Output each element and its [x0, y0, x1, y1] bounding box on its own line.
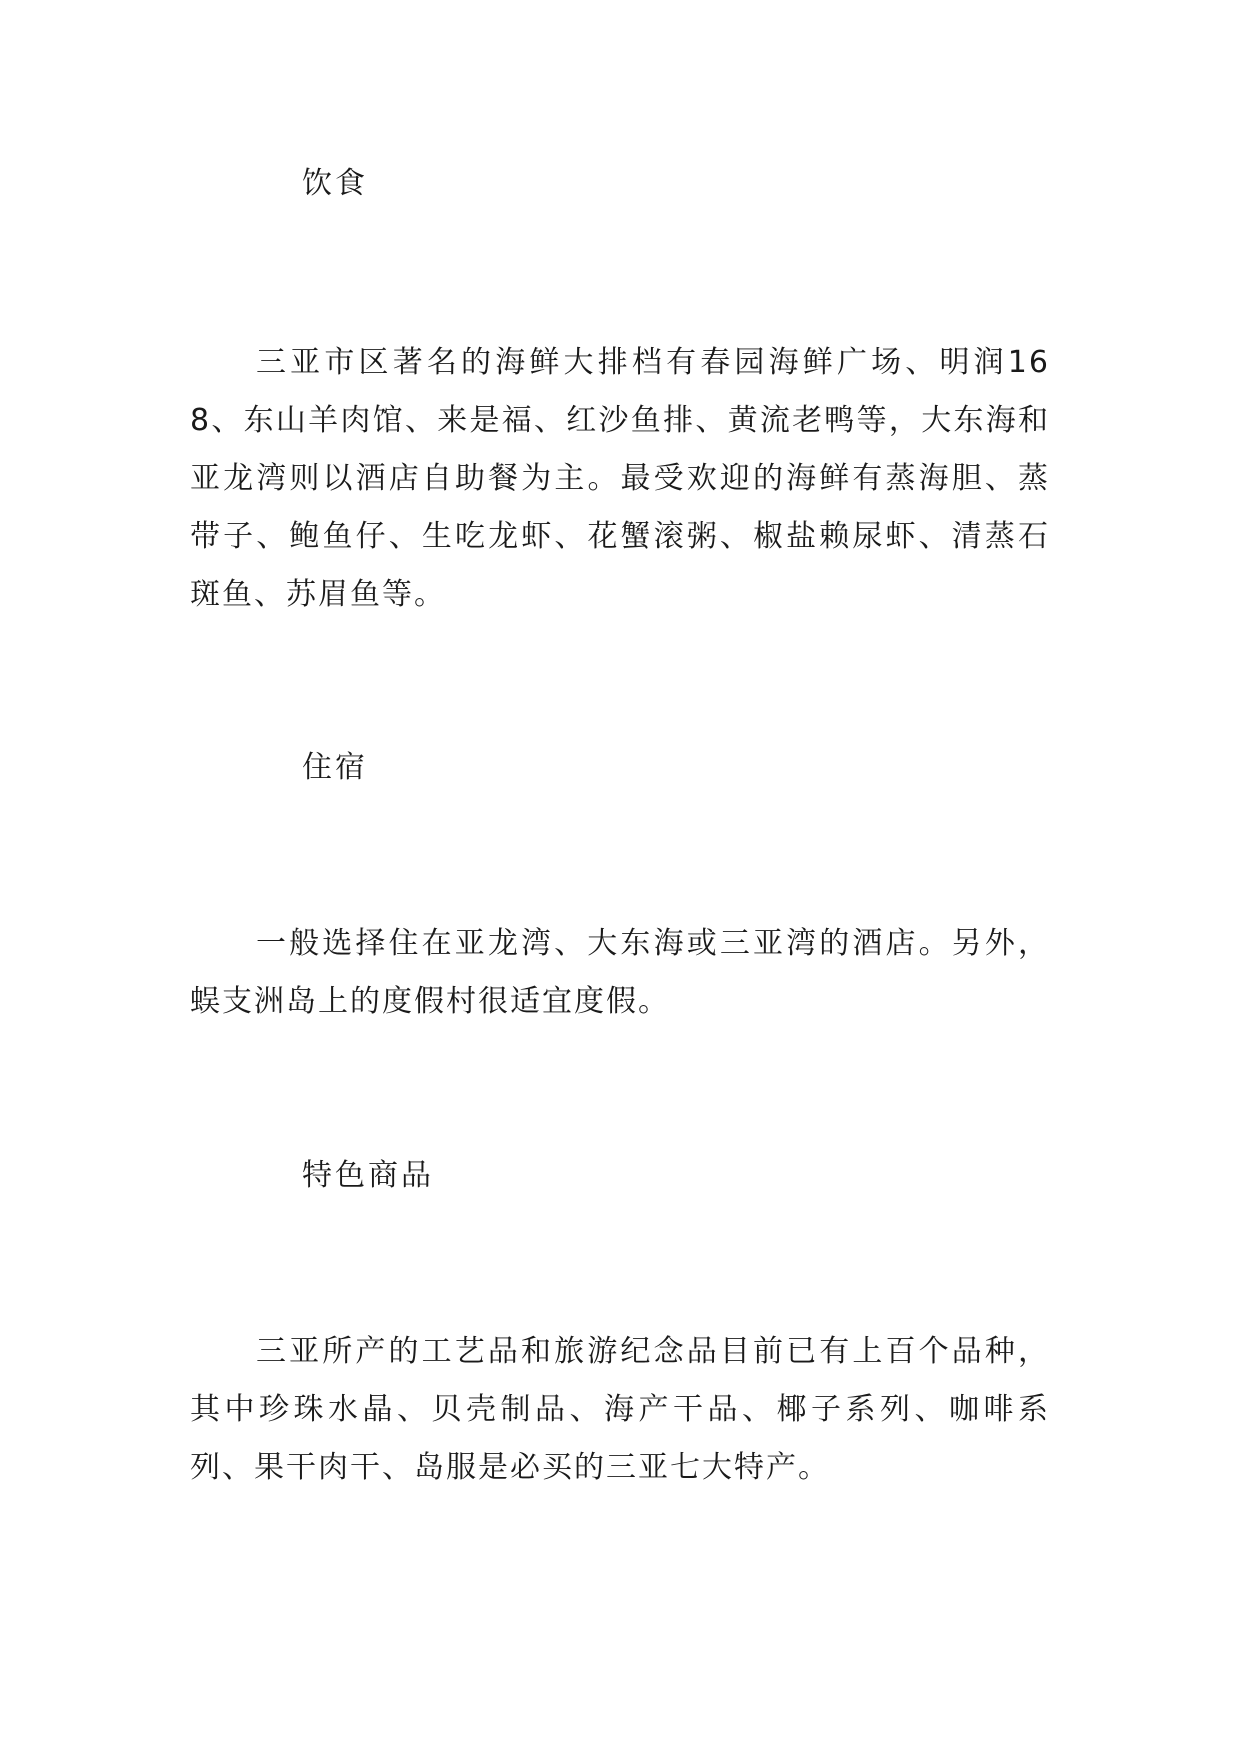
section-heading-food: 饮食	[302, 166, 368, 201]
section-body-specialty-goods: 三亚所产的工艺品和旅游纪念品目前已有上百个品种，其中珍珠水晶、贝壳制品、海产干品、椰子系列、咖啡系列、果干肉干、岛服是必买的三亚七大特产。	[190, 1334, 1050, 1485]
section-heading-specialty-goods: 特色商品	[302, 1158, 434, 1193]
section-body-food: 三亚市区著名的海鲜大排档有春园海鲜广场、明润168、东山羊肉馆、来是福、红沙鱼排、黄流老鸭等，大东海和亚龙湾则以酒店自助餐为主。最受欢迎的海鲜有蒸海胆、蒸带子、鲍鱼仔、生吃龙虾、花蟹滚粥、椒盐赖尿虾、清蒸石斑鱼、苏眉鱼等。	[190, 345, 1050, 612]
section-heading-accommodation: 住宿	[302, 750, 368, 785]
section-body-accommodation: 一般选择住在亚龙湾、大东海或三亚湾的酒店。另外，蜈支洲岛上的度假村很适宜度假。	[190, 926, 1050, 1019]
